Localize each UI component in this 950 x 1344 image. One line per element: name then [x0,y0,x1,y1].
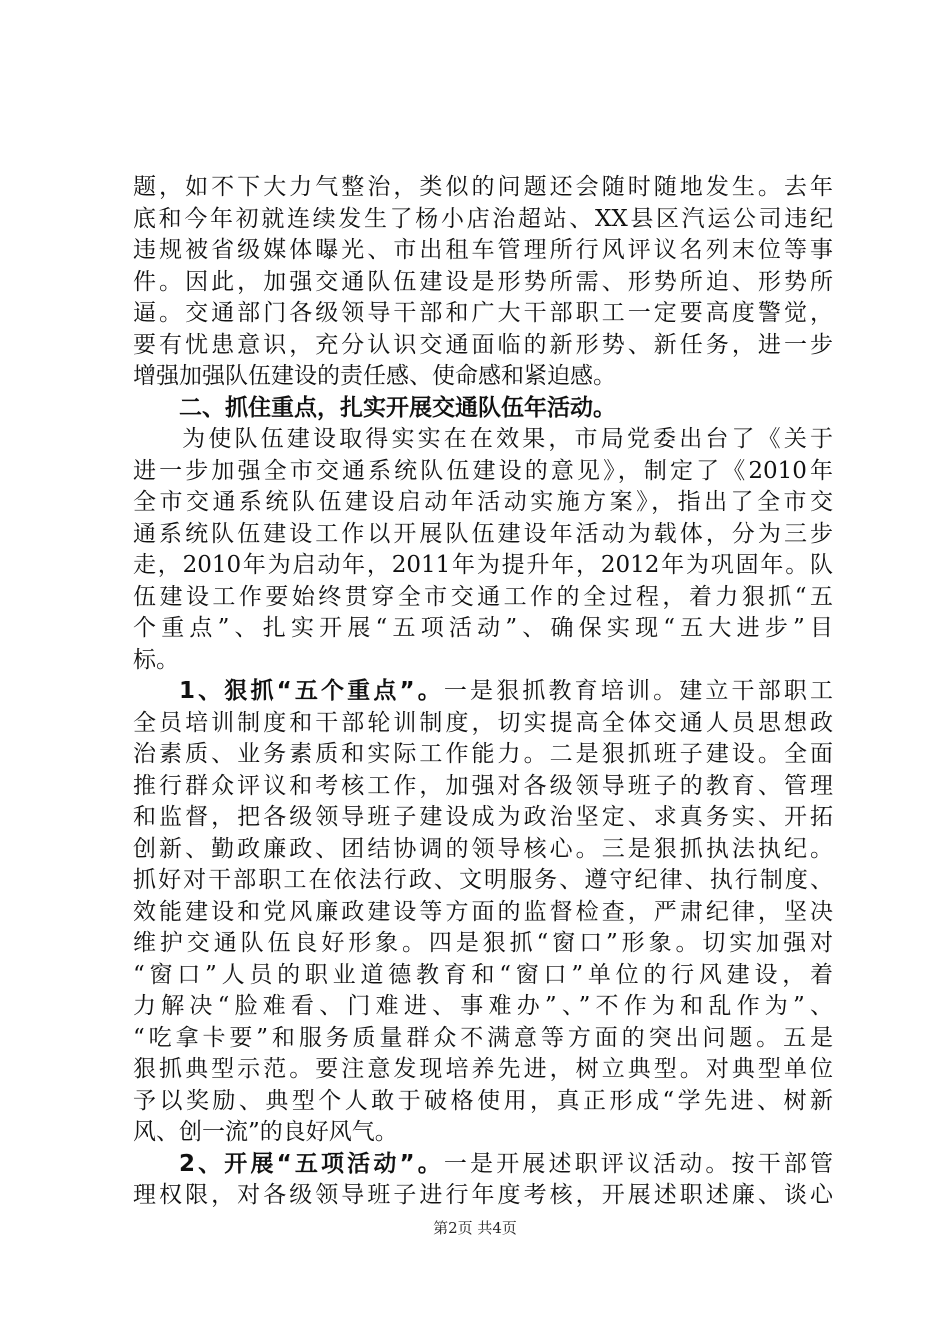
text-line: 予以奖励、典型个人敢于破格使用，真正形成“学先进、树新 [133,1087,833,1114]
text-line: 理权限，对各级领导班子进行年度考核，开展述职述廉、谈心 [133,1182,833,1208]
text-line: 走，2010年为启动年，2011年为提升年，2012年为巩固年。队 [133,552,833,578]
text-line: 底和今年初就连续发生了杨小店治超站、XX县区汽运公司违纪 [133,205,833,232]
text-line [133,676,833,708]
text-line: 进一步加强全市交通系统队伍建设的意见》，制定了《2010年 [133,457,833,484]
text-line: 要有忧患意识，充分认识交通面临的新形势、新任务，进一步 [133,331,833,358]
text-line: 通系统队伍建设工作以开展队伍建设年活动为载体，分为三步 [133,520,833,547]
text-line: 效能建设和党风廉政建设等方面的监督检查，严肃纪律，坚决 [133,898,833,925]
section-heading [133,393,833,425]
text-line: “吃拿卡要”和服务质量群众不满意等方面的突出问题。五是 [133,1024,833,1051]
paragraph-lead: 2、开展“五项活动”。 [179,1150,444,1177]
text-line: 标。 [133,646,179,673]
text-line: 创新、勤政廉政、团结协调的领导核心。三是狠抓执法执纪。 [133,835,833,862]
text-line: 风、创一流”的良好风气。 [133,1119,398,1145]
text-line: 全员培训制度和干部轮训制度，切实提高全体交通人员思想政 [133,709,833,736]
text-line-content: 为使队伍建设取得实实在在效果，市局党委出台了《关于 [179,426,833,452]
text-line: 抓好对干部职工在依法行政、文明服务、遵守纪律、执行制度、 [133,867,833,893]
text-line: 维护交通队伍良好形象。四是狠抓“窗口”形象。切实加强对 [133,930,833,956]
text-line [133,424,833,456]
text-line: 个重点”、扎实开展“五项活动”、确保实现“五大进步”目 [133,615,833,641]
text-line-content: 一是狠抓教育培训。建立干部职工 [443,678,833,704]
paragraph-intro [133,424,833,676]
text-line: 治素质、业务素质和实际工作能力。二是狠抓班子建设。全面 [133,741,833,767]
text-line: 增强加强队伍建设的责任感、使命感和紧迫感。 [133,363,616,389]
text-line: 违规被省级媒体曝光、市出租车管理所行风评议名列末位等事 [133,237,833,263]
text-line: 全市交通系统队伍建设启动年活动实施方案》，指出了全市交 [133,489,833,515]
paragraph-five-focus [133,676,833,1149]
section-heading-text: 二、抓住重点，扎实开展交通队伍年活动。 [179,394,616,421]
text-line: “窗口”人员的职业道德教育和“窗口”单位的行风建设，着 [133,961,833,988]
text-line: 件。因此，加强交通队伍建设是形势所需、形势所迫、形势所 [133,268,833,295]
text-line: 题，如不下大力气整治，类似的问题还会随时随地发生。去年 [133,174,833,200]
text-line: 推行群众评议和考核工作，加强对各级领导班子的教育、管理 [133,772,833,799]
document-body [133,172,833,1212]
text-line: 力解决“脸难看、门难进、事难办”、”不作为和乱作为”、 [133,993,833,1019]
page-footer: 第2页 共4页 [433,1219,517,1237]
text-line: 伍建设工作要始终贯穿全市交通工作的全过程，着力狠抓“五 [133,583,833,610]
text-line: 和监督，把各级领导班子建设成为政治坚定、求真务实、开拓 [133,804,833,830]
text-line-content: 一是开展述职评议活动。按干部管 [443,1150,833,1177]
paragraph-lead: 1、狠抓“五个重点”。 [179,678,444,704]
text-line [133,1149,833,1181]
paragraph-continuation [133,172,833,393]
text-line: 逼。交通部门各级领导干部和广大干部职工一定要高度警觉， [133,300,833,326]
text-line: 狠抓典型示范。要注意发现培养先进，树立典型。对典型单位 [133,1056,833,1082]
paragraph-five-activities [133,1149,833,1212]
